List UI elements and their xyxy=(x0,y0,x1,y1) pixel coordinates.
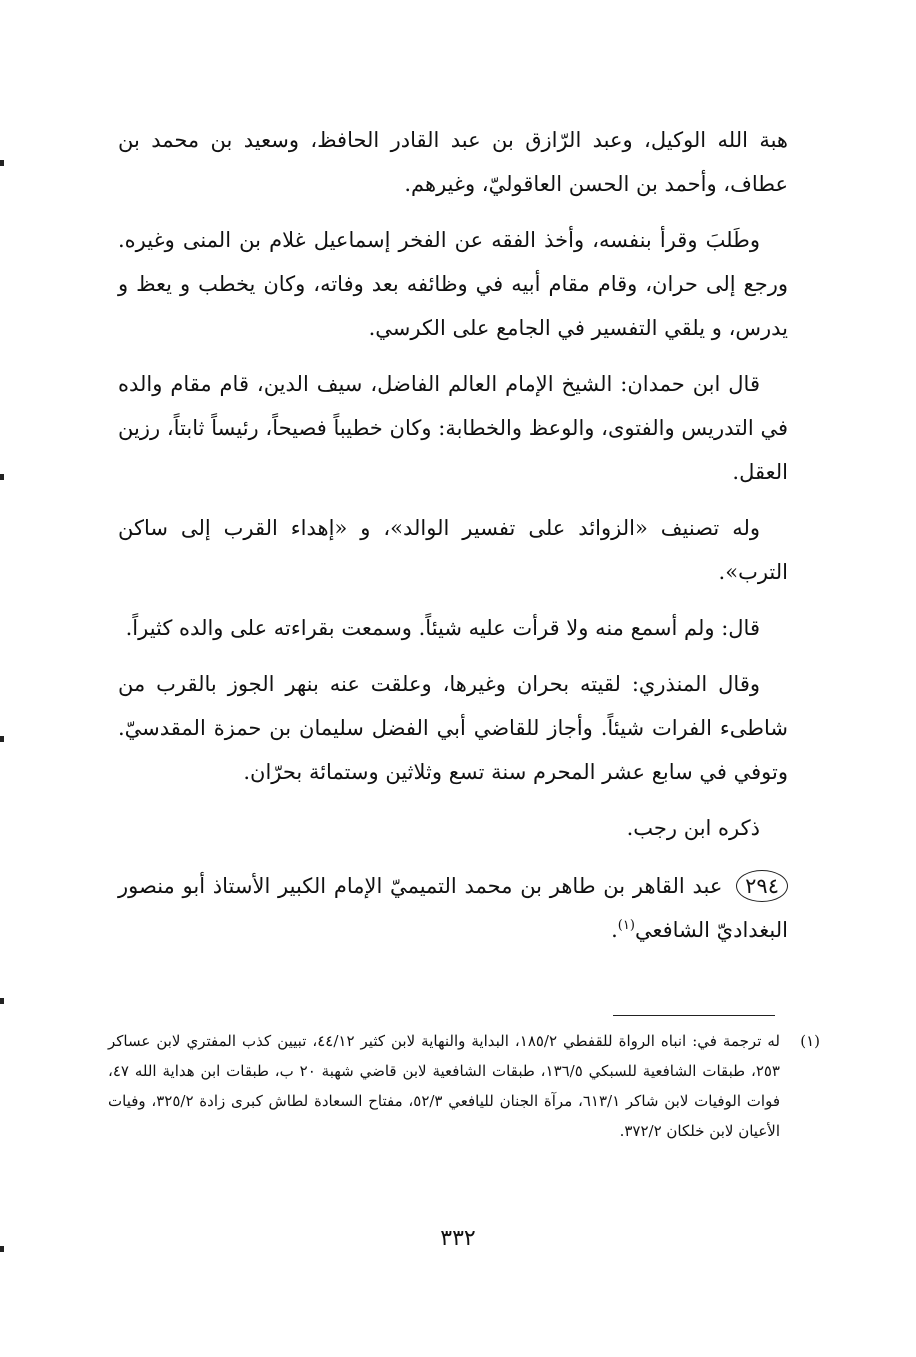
footnote xyxy=(108,1026,820,1146)
entry-end-punct: . xyxy=(611,918,618,942)
main-text xyxy=(118,118,788,952)
paragraph: هبة الله الوكيل، وعبد الرّازق بن عبد القادر الحافظ، وسعيد بن محمد بن عطاف، وأحمد بن الحسن العاقوليّ، وغيرهم. xyxy=(118,128,788,196)
footnote-text: له ترجمة في: انباه الرواة للقفطي ١٨٥/٢، البداية والنهاية لابن كثير ٤٤/١٢، تبيين كذب المفتري لابن عساكر ٢٥٣، طبقات الشافعية للسبكي ١٣٦/٥، طبقات الشافعية لابن قاضي شهبة ٢٠ ب، طبقات ابن هداية الله ٤٧، فوات الوفيات لابن شاكر ٦١٣/١، مرآة الجنان لليافعي ٥٢/٣، مفتاح السعادة لطاش كبرى زادة ٣٢٥/٢، وفيات الأعيان لابن خلكان ٣٧٢/٢. xyxy=(108,1032,780,1140)
entry-number-badge: ٢٩٤ xyxy=(736,870,788,902)
footnote-divider xyxy=(613,1015,775,1016)
page-number: ٣٣٢ xyxy=(440,1226,476,1251)
footnote-reference: (١) xyxy=(617,918,635,933)
paragraph: قال: ولم أسمع منه ولا قرأت عليه شيئاً. وسمعت بقراءته على والده كثيراً. xyxy=(125,616,760,640)
footnote-marker: (١) xyxy=(800,1032,820,1050)
margin-mark xyxy=(0,160,4,166)
margin-mark xyxy=(0,998,4,1004)
paragraph: ذكره ابن رجب. xyxy=(626,816,760,840)
paragraph: قال ابن حمدان: الشيخ الإمام العالم الفاضل، سيف الدين، قام مقام والده في التدريس والفتوى، والوعظ والخطابة: وكان خطيباً فصيحاً، رئيساً ثابتاً، رزين العقل. xyxy=(118,372,788,484)
entry-heading-text: عبد القاهر بن طاهر بن محمد التميميّ الإمام الكبير الأستاذ أبو منصور البغداديّ الشافعي xyxy=(118,874,788,942)
margin-mark xyxy=(0,474,4,480)
paragraph: وقال المنذري: لقيته بحران وغيرها، وعلقت عنه بنهر الجوز بالقرب من شاطىء الفرات شيئاً. وأجاز للقاضي أبي الفضل سليمان بن حمزة المقدسيّ. وتوفي في سابع عشر المحرم سنة تسع وثلاثين وستمائة بحرّان. xyxy=(118,672,788,784)
biography-entry-heading xyxy=(118,864,788,952)
margin-mark xyxy=(0,736,4,742)
paragraph: وله تصنيف «الزوائد على تفسير الوالد»، و «إهداء القرب إلى ساكن الترب». xyxy=(118,516,788,584)
paragraph: وطَلبَ وقرأ بنفسه، وأخذ الفقه عن الفخر إسماعيل غلام بن المنى وغيره. ورجع إلى حران، وقام مقام أبيه في وظائفه بعد وفاته، وكان يخطب و يعظ و يدرس، و يلقي التفسير في الجامع على الكرسي. xyxy=(118,228,788,340)
